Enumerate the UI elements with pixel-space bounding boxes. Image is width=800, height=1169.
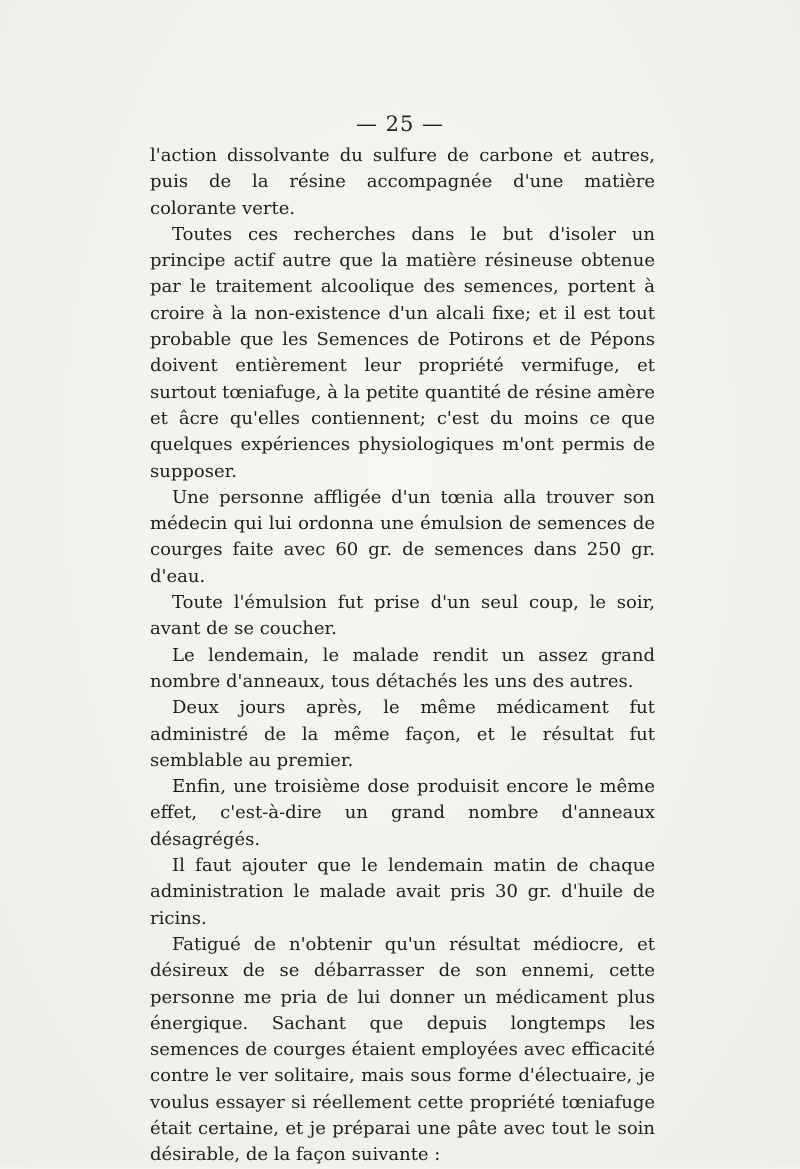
body-text (150, 143, 655, 1169)
paragraph-9: Fatigué de n'obtenir qu'un résultat médiocre, et désireux de se débarrasser de son ennemi, cette personne me pria de lui donner un médicament plus énergique. Sachant que depuis longtemps les semences de courges étaient employées avec efficacité contre le ver solitaire, mais sous forme d'électuaire, je voulus essayer si réellement cette propriété tœniafuge était certaine, et je préparai une pâte avec tout le soin désirable, de la façon suivante : (150, 933, 655, 1166)
paragraph-5: Le lendemain, le malade rendit un assez grand nombre d'anneaux, tous détachés les uns des autres. (150, 644, 655, 692)
paragraph-3: Une personne affligée d'un tœnia alla trouver son médecin qui lui ordonna une émulsion de semences de courges faite avec 60 gr. de semences dans 250 gr. d'eau. (150, 486, 655, 587)
page-number: — 25 — (355, 112, 445, 136)
paragraph-2: Toutes ces recherches dans le but d'isoler un principe actif autre que la matière résineuse obtenue par le traitement alcoolique des semences, portent à croire à la non-existence d'un alcali fixe; et il est tout probable que les Semences de Potirons et de Pépons doivent entièrement leur propriété vermifuge, et surtout tœniafuge, à la petite quantité de résine amère et âcre qu'elles contiennent; c'est du moins ce que quelques expériences physiologiques m'ont permis de supposer. (150, 223, 655, 482)
paragraph-8: Il faut ajouter que le lendemain matin de chaque administration le malade avait pris 30 gr. d'huile de ricins. (150, 855, 655, 929)
paragraph-6: Deux jours après, le même médicament fut administré de la même façon, et le résultat fut semblable au premier. (150, 697, 655, 771)
paragraph-1: l'action dissolvante du sulfure de carbone et autres, puis de la résine accompagnée d'une matière colorante verte. (150, 145, 655, 219)
paragraph-7: Enfin, une troisième dose produisit encore le même effet, c'est-à-dire un grand nombre d'anneaux désagrégés. (150, 776, 655, 850)
paragraph-4: Toute l'émulsion fut prise d'un seul coup, le soir, avant de se coucher. (150, 592, 655, 640)
